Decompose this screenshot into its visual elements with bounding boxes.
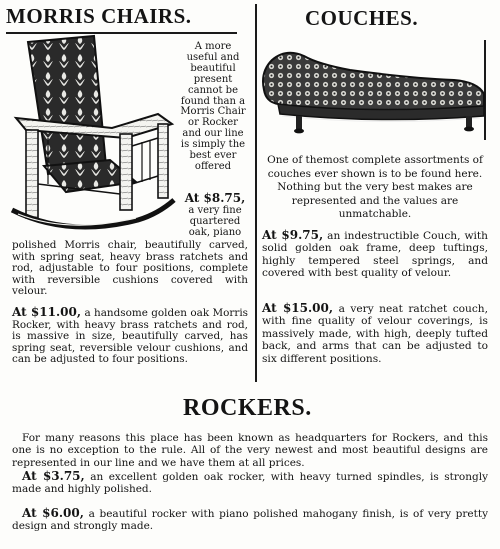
- couches-heading: COUCHES.: [305, 6, 419, 30]
- morris-chair-offer: [183, 193, 247, 238]
- price-15-00: At $15.00,: [262, 301, 334, 315]
- couch-offer-15-00: [262, 302, 488, 365]
- column-divider: [255, 4, 257, 382]
- rocker-offer-3-75: [12, 470, 488, 496]
- morris-rocker-offer: [12, 307, 248, 366]
- offer-text: a handsome golden oak Morris Rocker, with heavy brass ratchets and rod, is massive in size, beautifully carved, has spring seat, reversible velour cushions, and can be adjusted to four positions.: [12, 307, 248, 366]
- rockers-intro-text: For many reasons this place has been known as headquarters for Rockers, and this one is no exception to the rule. All of the very newest and most beautiful designs are represented in our line and we have them at all prices.: [12, 432, 488, 469]
- morris-chair-engraving-icon: [8, 34, 180, 238]
- offer-text: a very neat ratchet couch, with fine quality of velour coverings, is massively made, with high, deeply tufted back, and arms that can be adjusted to six different positions.: [262, 303, 488, 365]
- offer-text: an excellent golden oak rocker, with heavy turned spindles, is strongly made and highly polished.: [12, 471, 489, 496]
- couch-offer-9-75: [262, 229, 488, 280]
- rocker-offer-6-00: [12, 507, 488, 533]
- price-6-00: At $6.00,: [22, 506, 84, 520]
- rockers-heading: ROCKERS.: [183, 395, 312, 421]
- price-8-75: At $8.75,: [184, 191, 246, 205]
- morris-intro-text: A more useful and beautiful present cannot be found than a Morris Chair or Rocker and our line is simply the best ever offered: [180, 41, 246, 172]
- offer-text: an indestructible Couch, with solid golden oak frame, deep tuftings, highly tempered steel springs, and covered with best quality of velour.: [262, 230, 488, 280]
- couch-engraving-icon: [258, 44, 490, 136]
- morris-chair-offer-continued: polished Morris chair, beautifully carved, with spring seat, heavy brass ratchets and rod, adjustable to four positions, complete with reversible cushions covered with velour.: [12, 239, 248, 298]
- morris-chairs-heading: MORRIS CHAIRS.: [6, 4, 192, 28]
- offer-text: a beautiful rocker with piano polished mahogany finish, is of very pretty design and strongly made.: [12, 508, 489, 533]
- price-3-75: At $3.75,: [22, 469, 85, 483]
- price-11-00: At $11.00,: [12, 305, 82, 319]
- couches-intro-text: One of themost complete assortments of couches ever shown is to be found here. Nothing but the very best makes are represented and the values are unmatchable.: [267, 154, 483, 221]
- price-9-75: At $9.75,: [262, 228, 324, 242]
- offer-text: a very fine quartered oak, piano: [188, 205, 242, 238]
